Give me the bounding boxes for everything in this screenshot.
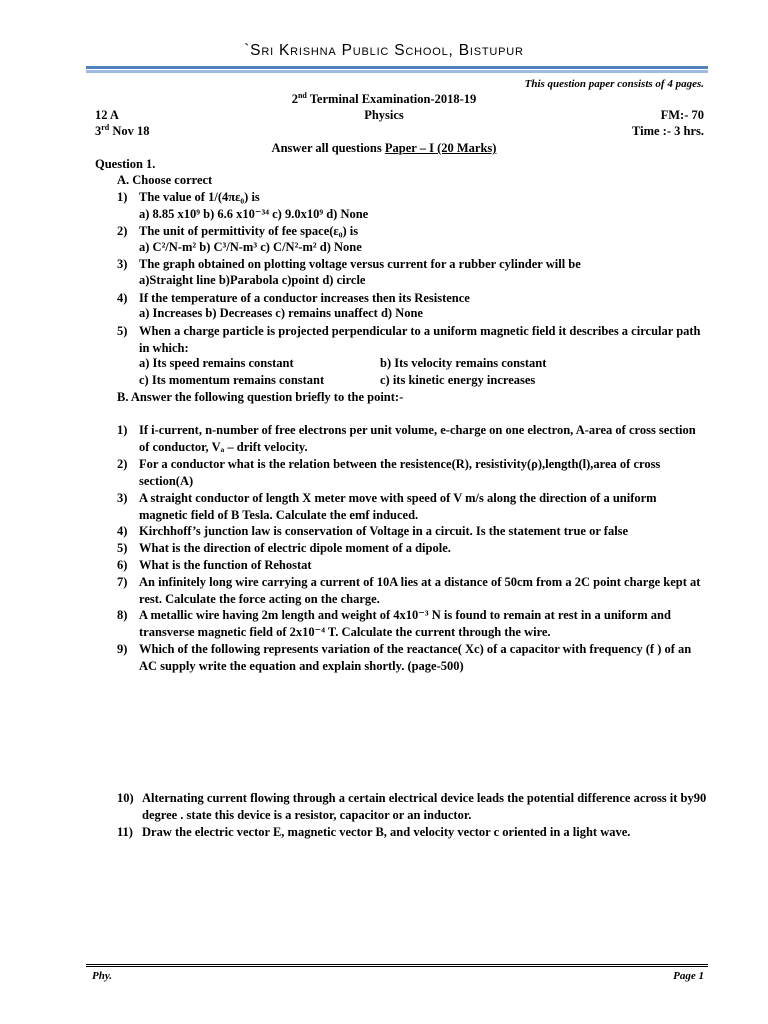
header-rule-light	[86, 70, 708, 73]
exam-date: 3rd Nov 18	[95, 122, 150, 138]
short-item: 6) What is the function of Rehostat	[117, 558, 312, 572]
mcq-options: a) C²/N-m² b) C³/N-m³ c) C/N²-m² d) None	[139, 240, 362, 254]
header-rule	[86, 66, 708, 69]
short-item: 8) A metallic wire having 2m length and weight of 4x10⁻³ N is found to remain at rest in a uniform and transverse magnetic field of 2x10⁻⁴ T. Calculate the current through the wire.	[117, 608, 671, 639]
short-item: 10) Alternating current flowing through a certain electrical device leads the potential difference across it by90 degree . state this device is a resistor, capacitor or an inductor.	[117, 791, 707, 822]
paper-label: Paper – I (20 Marks)	[384, 141, 497, 155]
mcq-item: 1) The value of 1/(4πε₀) is	[117, 190, 260, 204]
exam-time: Time :- 3 hrs.	[632, 124, 704, 138]
short-item: 11) Draw the electric vector E, magnetic vector B, and velocity vector c oriented in a light wave.	[117, 825, 631, 839]
section-a-heading: A. Choose correct	[117, 173, 213, 187]
mcq-item: 4) If the temperature of a conductor increases then its Resistence	[117, 291, 470, 305]
short-item: 3) A straight conductor of length X meter move with speed of V m/s along the direction of a uniform magnetic field of B Tesla. Calculate the emf induced.	[117, 491, 657, 522]
short-item: 1) If i-current, n-number of free electrons per unit volume, e-charge on one electron, A-area of cross section of conductor, Vₐ – drift velocity.	[117, 423, 696, 454]
q5-option: c) Its momentum remains constant	[139, 373, 325, 387]
school-name: `Sri Krishna Public School, Bistupur	[244, 42, 524, 59]
mcq-options: a) Increases b) Decreases c) remains unaffect d) None	[139, 306, 423, 320]
footer-subject: Phy.	[92, 970, 113, 982]
full-marks: FM:- 70	[660, 108, 704, 122]
short-item: 2) For a conductor what is the relation between the resistence(R), resistivity(ρ),length(l),area of cross section(A)	[117, 457, 661, 488]
exam-title: 2nd Terminal Examination-2018-19	[291, 90, 477, 106]
footer-rule	[86, 964, 708, 965]
pages-note: This question paper consists of 4 pages.	[524, 78, 704, 90]
footer-rule-2	[86, 966, 708, 967]
q5-option: a) Its speed remains constant	[139, 356, 294, 370]
subject-label: Physics	[364, 108, 404, 122]
short-item: 9) Which of the following represents variation of the reactance( Xc) of a capacitor with frequency (f ) of an AC supply write the equation and explain shortly. (page-500)	[117, 642, 692, 673]
section-b-heading: B. Answer the following question briefly to the point:-	[117, 390, 404, 404]
q5-option: c) its kinetic energy increases	[380, 373, 536, 387]
instructions: Answer all questions Paper – I (20 Marks)	[271, 141, 497, 155]
mcq-item: 3) The graph obtained on plotting voltage versus current for a rubber cylinder will be	[117, 257, 581, 271]
class-label: 12 A	[95, 108, 119, 122]
page-number: Page 1	[673, 970, 704, 982]
short-item: 4) Kirchhoff’s junction law is conservation of Voltage in a circuit. Is the statement true or false	[117, 524, 629, 538]
mcq-options: a) 8.85 x10⁹ b) 6.6 x10⁻³⁴ c) 9.0x10⁹ d) None	[139, 207, 369, 221]
mcq-options: a)Straight line b)Parabola c)point d) circle	[139, 273, 366, 287]
mcq-item: 2) The unit of permittivity of fee space(ε₀) is	[117, 224, 359, 238]
short-item: 7) An infinitely long wire carrying a current of 10A lies at a distance of 50cm from a 2C point charge kept at rest. Calculate the force acting on the charge.	[117, 575, 701, 606]
short-item: 5) What is the direction of electric dipole moment of a dipole.	[117, 541, 451, 555]
question-title: Question 1.	[95, 157, 156, 171]
mcq-item: 5) When a charge particle is projected perpendicular to a uniform magnetic field it describes a circular path in which:	[117, 324, 701, 355]
q5-option: b) Its velocity remains constant	[380, 356, 547, 370]
